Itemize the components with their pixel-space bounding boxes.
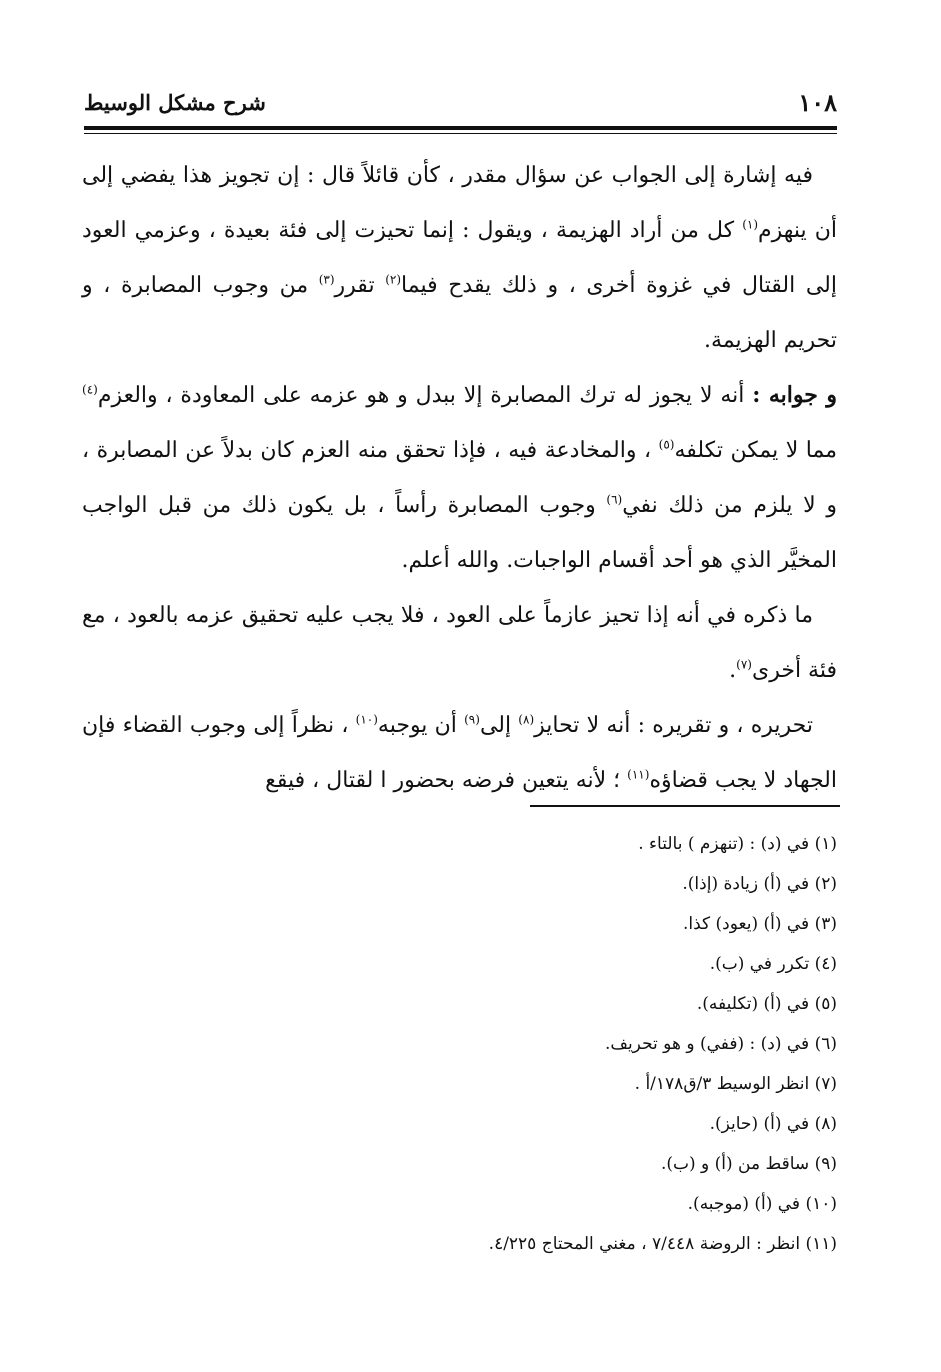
text-segment: تقرر [334, 273, 386, 298]
text-segment: إلى [479, 713, 519, 738]
footnote-marker-11: (١١) [627, 767, 650, 782]
footnote-marker-2: (٢) [385, 272, 402, 287]
footnote-8: (٨) في (أ) (حايز). [709, 1114, 837, 1134]
footnote-marker-3: (٣) [318, 272, 335, 287]
footnote-9: (٩) ساقط من (أ) و (ب). [660, 1154, 837, 1174]
footnote-marker-1: (١) [742, 217, 759, 232]
footnote-6: (٦) في (د) : (ففي) و هو تحريف. [604, 1034, 837, 1054]
paragraph-3 [82, 588, 837, 698]
footnote-4: (٤) تكرر في (ب). [709, 954, 837, 974]
text-segment: ما ذكره في أنه إذا تحيز عازماً على العود ، فلا يجب عليه تحقيق عزمه بالعود ، مع فئة أخرى [82, 603, 837, 683]
footnote-10: (١٠) في (أ) (موجبه). [687, 1194, 837, 1214]
footnote-3: (٣) في (أ) (يعود) كذا. [682, 914, 837, 934]
text-segment: تحريره ، و تقريره : أنه لا تحايز [534, 713, 813, 738]
footnote-1: (١) في (د) : (تنهزم ) بالتاء . [638, 834, 837, 854]
footnote-marker-8: (٨) [518, 712, 535, 727]
text-segment: أن يوجبه [377, 713, 465, 738]
footnote-separator [530, 805, 840, 807]
footnote-2: (٢) في (أ) زيادة (إذا). [682, 874, 837, 894]
text-segment: . [729, 658, 737, 683]
page-number: ١٠٨ [798, 88, 837, 117]
paragraph-2 [82, 368, 837, 588]
header-rule-thick [84, 126, 837, 130]
text-segment: كل من أراد الهزيمة ، ويقول : إنما تحيزت إلى فئة بعيدة ، وعزمي العود إلى القتال في غزوة أخرى ، و ذلك يقدح فيما [82, 218, 837, 298]
text-segment: ؛ لأنه يتعين فرضه بحضور ا لقتال ، فيقع [265, 768, 628, 793]
text-segment: ، نظراً إلى وجوب القضاء فإن الجهاد لا يجب قضاؤه [82, 713, 837, 793]
text-segment: ، والمخادعة فيه ، فإذا تحقق منه العزم كان بدلاً عن المصابرة ، و لا يلزم من ذلك نفي [82, 438, 837, 518]
footnote-marker-10: (١٠) [355, 712, 378, 727]
text-segment: من وجوب المصابرة ، و تحريم الهزيمة. [82, 273, 837, 353]
footnote-marker-5: (٥) [658, 437, 675, 452]
footnote-marker-6: (٦) [606, 492, 623, 507]
footnote-7: (٧) انظر الوسيط ٣/ق١٧٨/أ . [634, 1074, 837, 1094]
text-segment: وجوب المصابرة رأساً ، بل يكون ذلك من قبل الواجب المخيَّر الذي هو أحد أقسام الواجبات. والله أعلم. [82, 493, 837, 573]
answer-heading: و جوابه : [752, 382, 837, 408]
running-title: شرح مشكل الوسيط [84, 90, 266, 115]
text-segment: مما لا يمكن تكلفه [674, 438, 837, 463]
main-text [82, 148, 837, 808]
paragraph-4 [82, 698, 837, 808]
text-segment: فيه إشارة إلى الجواب عن سؤال مقدر ، كأن قائلاً قال : إن تجويز هذا يفضي إلى أن ينهزم [82, 163, 837, 243]
footnote-marker-9: (٩) [464, 712, 480, 727]
footnote-marker-7: (٧) [736, 657, 752, 672]
footnote-marker-4: (٤) [82, 382, 98, 397]
page-header [84, 88, 837, 124]
footnote-5: (٥) في (أ) (تكليفه). [696, 994, 837, 1014]
header-rule-thin [84, 133, 837, 134]
footnotes-list [100, 824, 837, 1264]
footnote-11: (١١) انظر : الروضة ٧/٤٤٨ ، مغني المحتاج ٤/٢٢٥. [488, 1234, 837, 1254]
text-segment: أنه لا يجوز له ترك المصابرة إلا ببدل و هو عزمه على المعاودة ، والعزم [97, 383, 753, 408]
paragraph-1 [82, 148, 837, 368]
